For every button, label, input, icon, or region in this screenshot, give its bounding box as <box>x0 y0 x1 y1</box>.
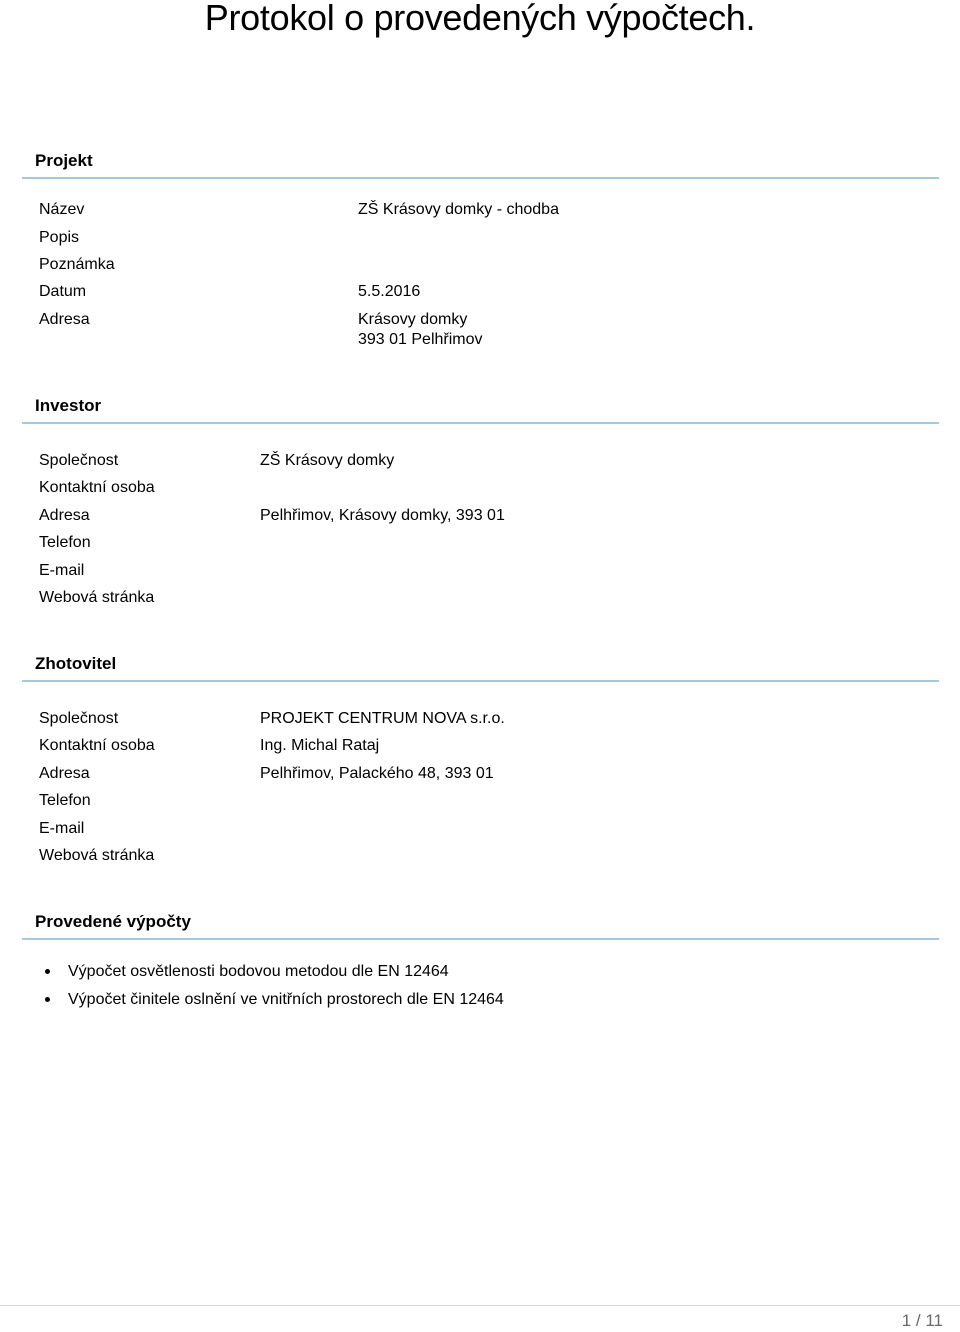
section-heading-investor: Investor <box>35 396 102 415</box>
projekt-label-adresa: Adresa <box>39 311 90 328</box>
investor-value-adresa: Pelhřimov, Krásovy domky, 393 01 <box>260 507 505 524</box>
zhotovitel-label-kontaktni-osoba: Kontaktní osoba <box>39 737 155 754</box>
projekt-label-datum: Datum <box>39 283 87 300</box>
projekt-value-nazev: ZŠ Krásovy domky - chodba <box>358 201 559 218</box>
section-heading-provedene-vypocty: Provedené výpočty <box>35 912 191 931</box>
projekt-label-poznamka: Poznámka <box>39 256 115 273</box>
section-heading-zhotovitel: Zhotovitel <box>35 654 117 673</box>
footer-divider <box>0 1305 960 1306</box>
zhotovitel-label-spolecnost: Společnost <box>39 710 119 727</box>
bullet-icon <box>45 997 50 1002</box>
section-divider-investor <box>22 422 939 424</box>
zhotovitel-value-kontaktni-osoba: Ing. Michal Rataj <box>260 737 380 754</box>
section-divider-zhotovitel <box>22 680 939 682</box>
projekt-value-adresa-line1: Krásovy domky <box>358 311 468 328</box>
investor-value-spolecnost: ZŠ Krásovy domky <box>260 452 395 469</box>
zhotovitel-label-email: E-mail <box>39 820 85 837</box>
section-divider-provedene-vypocty <box>22 938 939 940</box>
zhotovitel-value-spolecnost: PROJEKT CENTRUM NOVA s.r.o. <box>260 710 505 727</box>
investor-label-spolecnost: Společnost <box>39 452 119 469</box>
investor-label-email: E-mail <box>39 562 85 579</box>
section-heading-projekt: Projekt <box>35 151 93 170</box>
zhotovitel-value-adresa: Pelhřimov, Palackého 48, 393 01 <box>260 765 494 782</box>
calculation-text: Výpočet činitele oslnění ve vnitřních prostorech dle EN 12464 <box>68 991 504 1008</box>
projekt-label-nazev: Název <box>39 201 85 218</box>
page-number: 1 / 11 <box>901 1311 943 1330</box>
investor-label-adresa: Adresa <box>39 507 90 524</box>
section-divider-projekt <box>22 177 939 179</box>
projekt-value-datum: 5.5.2016 <box>358 283 421 300</box>
projekt-label-popis: Popis <box>39 229 80 246</box>
calculation-text: Výpočet osvětlenosti bodovou metodou dle EN 12464 <box>68 963 449 980</box>
zhotovitel-label-webova-stranka: Webová stránka <box>39 847 155 864</box>
projekt-value-adresa-line2: 393 01 Pelhřimov <box>358 331 483 348</box>
document-title: Protokol o provedených výpočtech. <box>204 0 756 38</box>
zhotovitel-label-telefon: Telefon <box>39 792 91 809</box>
bullet-icon <box>45 969 50 974</box>
investor-label-telefon: Telefon <box>39 534 91 551</box>
zhotovitel-label-adresa: Adresa <box>39 765 90 782</box>
investor-label-webova-stranka: Webová stránka <box>39 589 155 606</box>
investor-label-kontaktni-osoba: Kontaktní osoba <box>39 479 155 496</box>
